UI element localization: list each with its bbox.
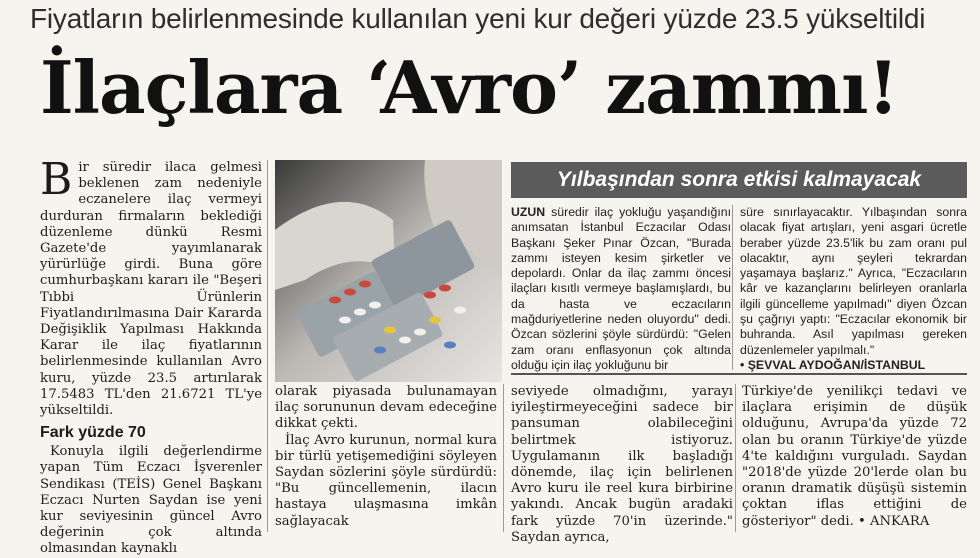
lead-paragraph — [40, 154, 262, 419]
lead-text: ir süredir ilaca gelmesi beklenen zam nedeniyle eczanelere ilaç vermeyi durduran firmaların beklediği düzenleme dünkü Resmi Gazete'de yayımlanarak yürürlüğe girdi. Buna göre cumhurbaşkanı kararı ile "Beşeri Tıbbi Ürünlerin Fiyatlandırılmasına Dair Kararda Değişiklik Yapılması Hakkında Karar ile ilaç fiyatlarının belirlenmesinde kullanılan Avro kuru, yüzde 23.5 artırılarak 17.5483 TL'den 21.6721 TL'ye yükseltildi. — [40, 160, 262, 419]
article-column-3 — [511, 384, 733, 546]
paragraph: seviyede olmadığını, yarayı iyileştirmeyeceğini sadece bir pansuman olabileceğini belirtmek istiyoruz. Uygulamanın ilk başladığı dönemde, ilaç için belirlenen Avro kuru ile reel kura birbirine yakındı. Ancak bugün aradaki fark yüzde 70'in üzerinde." Saydan ayrıca, — [511, 384, 733, 545]
dropcap: B — [40, 154, 73, 205]
article-column-2 — [275, 384, 497, 530]
paragraph: İlaç Avro kurunun, normal kura bir türlü yetişemediğini söyleyen Saydan sözlerini şöyle sürdürdü: "Bu güncellemenin, ilacın hastaya ulaşmasına imkân sağlayacak — [275, 432, 497, 529]
paragraph — [742, 384, 967, 530]
box-column-2 — [740, 205, 967, 373]
paragraph-text: Türkiye'de yenilikçi tedavi ve ilaçlara erişimin de düşük olduğunu, Avrupa'da yüzde 72 olan bu oranın Türkiye'de yüzde 4'te kaldığını vurguladı. Saydan "2018'de yüzde 20'lerde olan bu oranın dramatik düşüşü sistemin çoktan iflas ettiğini de gösteriyor" dedi. — [742, 384, 967, 529]
signoff: • ANKARA — [853, 513, 930, 529]
article-column-4 — [742, 384, 967, 530]
column-divider — [503, 384, 504, 532]
pills-photo-icon — [275, 160, 502, 382]
column-divider — [267, 160, 268, 532]
box-bottom-rule — [511, 373, 967, 375]
article-column-1 — [40, 154, 262, 558]
box-text-1: süredir ilaç yokluğu yaşandığını anımsatan İstanbul Eczacılar Odası Başkanı Şeker Pınar Özcan, "Burada zammı isteyen kesim şirketler ve depolardı. Onlar da ilaç zammı öncesi ilaçları kısıtlı vermeye başlamışlardı, bu da hasta ve eczacıların mağduriyetlerine neden oluyordu" dedi. Özcan sözlerini şöyle sürdürdü: "Gelen zam oranı enflasyonun çok altında olduğu için ilaç yokluğunu bir — [511, 205, 731, 372]
supertitle: Fiyatların belirlenmesinde kullanılan yeni kur değeri yüzde 23.5 yükseltildi — [30, 3, 926, 34]
paragraph: Konuyla ilgili değerlendirme yapan Tüm Eczacı İşverenler Sendikası (TEİS) Genel Başkanı Eczacı Nurten Saydan ise yeni kur seviyesinin güncel Avro değerinin çok altında olmasından kaynaklı — [40, 444, 262, 557]
box-byline: • ŞEVVAL AYDOĞAN/İSTANBUL — [740, 357, 926, 372]
box-lead-word: UZUN — [511, 205, 546, 219]
box-divider — [732, 205, 733, 370]
subhead: Fark yüzde 70 — [40, 424, 146, 442]
paragraph: olarak piyasada bulunamayan ilaç sorununun devam edeceğine dikkat çekti. — [275, 384, 497, 432]
column-divider — [735, 384, 736, 532]
box-title: Yılbaşından sonra etkisi kalmayacak — [511, 162, 967, 198]
pills-photo — [275, 160, 502, 382]
headline: İlaçlara ‘Avro’ zammı! — [40, 45, 899, 130]
box-text-2: süre sınırlayacaktır. Yılbaşından sonra olacak fiyat artışları, yeni asgari ücretle beraber yüzde 23.5'lik bu zam oranı pul olacaktır, aynı şeyleri tekrardan yaşamaya başlarız." Ayrıca, "Eczacıların kâr ve kazançlarını belirleyen oranlarla ilgili güncelleme yapılmadı" diyen Özcan şu çağrıyı yaptı: "Eczacılar ekonomik bir buhranda. Asıl yapılması gereken düzenlemeler yapılmalı." — [740, 205, 967, 357]
box-column-1 — [511, 205, 731, 373]
